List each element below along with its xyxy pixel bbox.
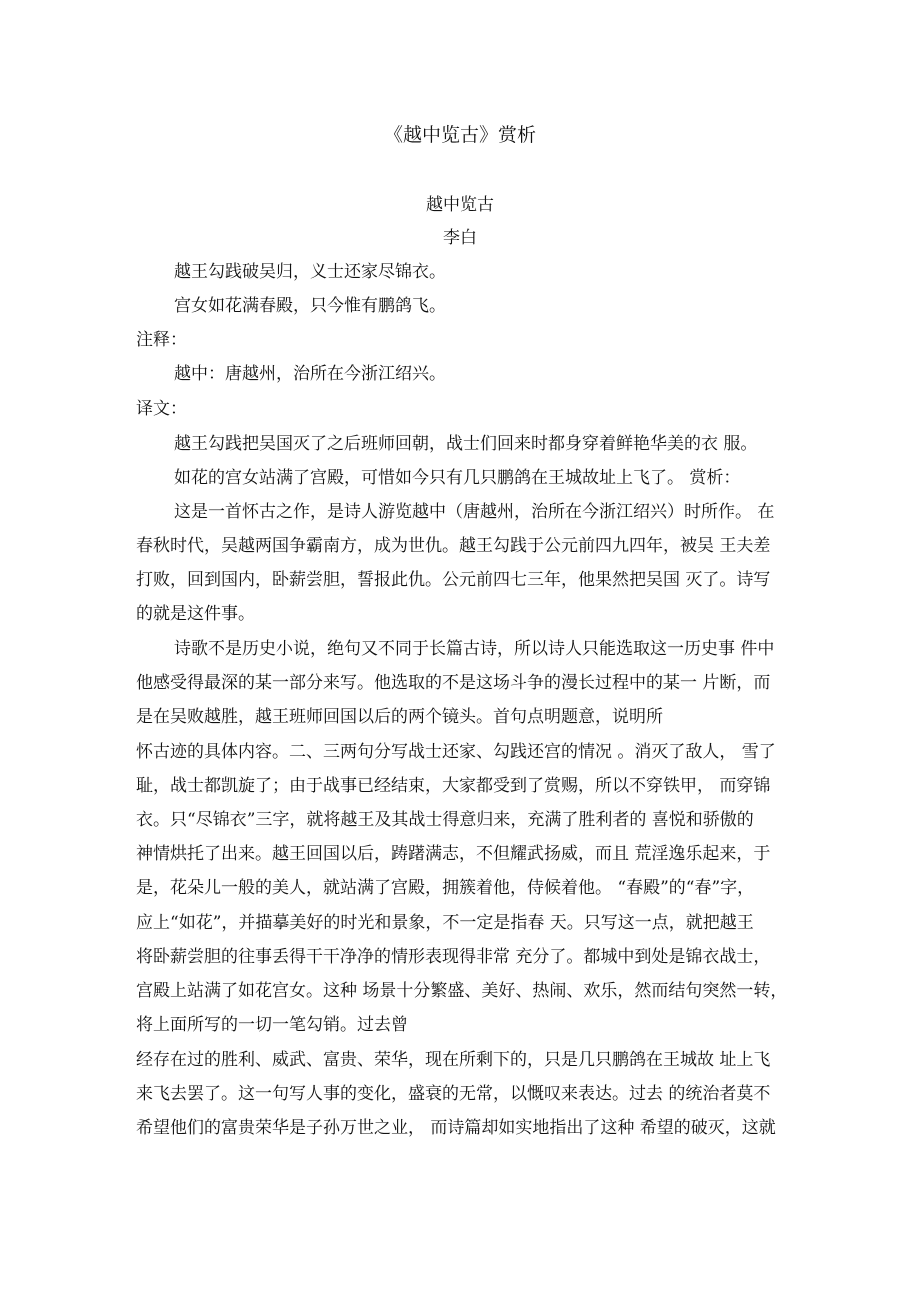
analysis-line: 他感受得最深的某一部分来写。他选取的不是这场斗争的漫长过程中的某一 片断，而 — [136, 673, 771, 693]
analysis-line: 春秋时代，吴越两国争霸南方，成为世仇。越王勾践于公元前四九四年，被吴 王夫差 — [136, 536, 771, 556]
translation-line: 越王勾践把吴国灭了之后班师回朝，战士们回来时都身穿着鲜艳华美的衣 服。 — [174, 434, 758, 454]
analysis-line: 神情烘托了出来。越王回国以后，踌躇满志，不但耀武扬威，而且 荒淫逸乐起来，于 — [136, 844, 771, 864]
analysis-line: 打败，回到国内，卧薪尝胆，誓报此仇。公元前四七三年，他果然把吴国 灭了。诗写 — [136, 570, 771, 590]
translation-line: 如花的宫女站满了宫殿，可惜如今只有几只鹏鸽在王城故址上飞了。 赏析： — [174, 468, 741, 488]
document-title: 《越中览古》赏析 — [383, 124, 536, 146]
translation-label: 译文： — [136, 399, 187, 419]
analysis-line: 耻，战士都凯旋了；由于战事已经结束，大家都受到了赏赐，所以不穿铁甲， 而穿锦 — [136, 776, 771, 796]
analysis-line: 宫殿上站满了如花宫女。这种 场景十分繁盛、美好、热闹、欢乐，然而结句突然一转， — [136, 981, 788, 1001]
analysis-line: 这是一首怀古之作，是诗人游览越中（唐越州，治所在今浙江绍兴）时所作。 在 — [174, 502, 775, 522]
analysis-line: 经存在过的胜利、威武、富贵、荣华，现在所剩下的，只是几只鹏鸽在王城故 址上飞 — [136, 1050, 771, 1070]
analysis-line: 的就是这件事。 — [136, 604, 255, 624]
analysis-line: 诗歌不是历史小说，绝句又不同于长篇古诗，所以诗人只能选取这一历史事 件中 — [174, 639, 775, 659]
analysis-line: 来飞去罢了。这一句写人事的变化，盛衰的无常，以慨叹来表达。过去 的统治者莫不 — [136, 1084, 771, 1104]
note-item: 越中：唐越州，治所在今浙江绍兴。 — [174, 364, 446, 384]
analysis-line: 将卧薪尝胆的往事丢得干干净净的情形表现得非常 充分了。都城中到处是锦衣战士， — [136, 947, 771, 967]
poem-title: 越中览古 — [426, 195, 494, 215]
analysis-line: 应上“如花”，并描摹美好的时光和景象，不一定是指春 天。只写这一点，就把越王 — [136, 913, 754, 933]
analysis-line: 希望他们的富贵荣华是子孙万世之业， 而诗篇却如实地指出了这种 希望的破灭，这就 — [136, 1118, 776, 1138]
analysis-line: 是，花朵儿一般的美人，就站满了宫殿，拥簇着他，侍候着他。 “春殿”的“春”字， — [136, 878, 755, 898]
poem-line: 宫女如花满春殿，只今惟有鹏鸽飞。 — [174, 296, 446, 316]
poem-author: 李白 — [443, 228, 477, 248]
analysis-line: 衣。只“尽锦衣”三字，就将越王及其战士得意归来，充满了胜利者的 喜悦和骄傲的 — [136, 810, 754, 830]
poem-line: 越王勾践破吴归，义士还家尽锦衣。 — [174, 262, 446, 282]
analysis-line: 怀古迹的具体内容。二、三两句分写战士还家、勾践还宫的情况 。消灭了敌人， 雪了 — [136, 742, 776, 762]
analysis-line: 将上面所写的一切一笔勾销。过去曾 — [136, 1015, 408, 1035]
notes-label: 注释： — [136, 330, 187, 350]
analysis-line: 是在吴败越胜，越王班师回国以后的两个镜头。首句点明题意，说明所 — [136, 707, 663, 727]
